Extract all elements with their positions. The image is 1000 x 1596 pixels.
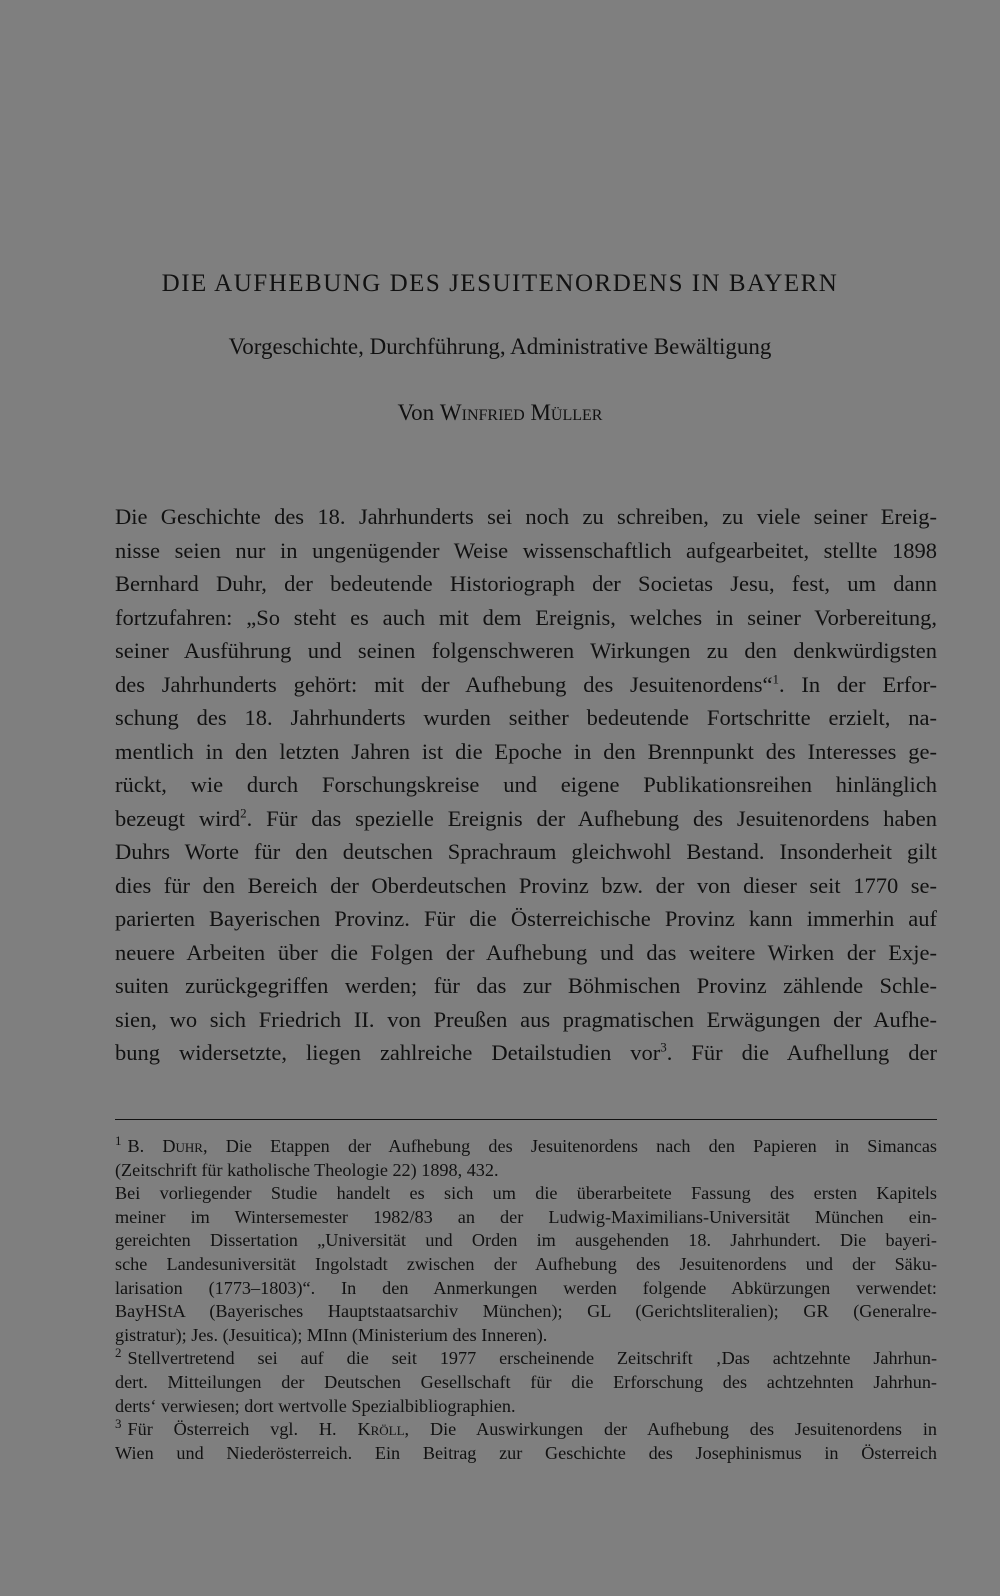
article-subtitle: Vorgeschichte, Durchführung, Administrative Bewältigung <box>228 334 772 359</box>
footnote-line: larisation (1773–1803)“. In den Anmerkungen werden folgende Abkürzungen verwendet: <box>115 1277 937 1298</box>
byline-prefix: Von <box>397 400 440 425</box>
body-line: parierten Bayerischen Provinz. Für die Österreichische Provinz kann immerhin auf <box>115 906 937 931</box>
footnote-text: Stellvertretend sei auf die seit 1977 erscheinende Zeitschrift ‚Das achtzehnte Jahrhun- <box>127 1348 937 1369</box>
footnote-line: dert. Mitteilungen der Deutschen Gesellschaft für die Erforschung des achtzehnten Jahrhun- <box>115 1371 937 1392</box>
footnote-author: H. Kröll <box>318 1419 405 1440</box>
body-line: mentlich in den letzten Jahren ist die Epoche in den Brennpunkt des Interesses ge- <box>115 738 937 764</box>
body-line-text: . In der Erfor- <box>778 671 937 697</box>
footnote-line: meiner im Wintersemester 1982/83 an der Ludwig-Maximilians-Universität München ein- <box>115 1206 937 1227</box>
footnote-number: 1 <box>115 1132 122 1148</box>
body-line-text: . <box>666 1040 692 1065</box>
footnote-number: 2 <box>115 1345 122 1361</box>
body-line: Die Geschichte des 18. Jahrhunderts sei noch zu schreiben, zu viele seiner Ereig- <box>115 504 937 529</box>
body-line-text: Für die Aufhellung der <box>691 1040 937 1065</box>
footnote-line: (Zeitschrift für katholische Theologie 22) 1898, 432. <box>115 1159 499 1180</box>
footnote-line: Bei vorliegender Studie handelt es sich um die überarbeitete Fassung des ersten Kapitels <box>115 1183 937 1204</box>
body-line: sien, wo sich Friedrich II. von Preußen aus pragmatischen Erwägungen der Aufhe- <box>115 1006 937 1032</box>
footnote-line: BayHStA (Bayerisches Hauptstaatsarchiv München); GL (Gerichtsliteralien); GR (Generalre- <box>115 1301 937 1322</box>
footnote-line: sche Landesuniversität Ingolstadt zwischen der Aufhebung des Jesuitenordens und der Säku- <box>115 1253 937 1274</box>
byline <box>0 400 1000 426</box>
footnote-line <box>115 1347 937 1371</box>
body-text <box>115 500 937 1070</box>
body-line: suiten zurückgegriffen werden; für das zur Böhmischen Provinz zählende Schle- <box>115 973 937 998</box>
footnote-text: , Die Auswirkungen der Aufhebung des Jesuitenordens in <box>404 1419 937 1440</box>
body-line: nisse seien nur in ungenügender Weise wissenschaftlich aufgearbeitet, stellte 1898 <box>115 537 937 563</box>
body-line <box>115 802 937 836</box>
footnote-ref: 2 <box>240 805 247 820</box>
article-title: DIE AUFHEBUNG DES JESUITENORDENS IN BAYERN <box>161 270 839 297</box>
footnote-line <box>115 1132 937 1159</box>
footnote-line: gistratur); Jes. (Jesuitica); MInn (Ministerium des Inneren). <box>115 1324 548 1345</box>
body-line-text: . Für das spezielle Ereignis der Aufhebung des Jesuitenordens haben <box>246 805 937 831</box>
body-line-text: bezeugt wird <box>115 805 241 831</box>
footnote-line: gereichten Dissertation „Universität und Orden im ausgehenden 18. Jahrhundert. Die bayeri- <box>115 1230 937 1251</box>
body-line: dies für den Bereich der Oberdeutschen Provinz bzw. der von dieser seit 1770 se- <box>115 872 937 898</box>
footnotes <box>115 1132 937 1465</box>
body-line-text: des Jahrhunderts gehört: mit der Aufhebung des Jesuitenordens“ <box>115 671 773 697</box>
footnote-author: B. Duhr <box>127 1136 203 1156</box>
body-line: seiner Ausführung und seinen folgenschweren Wirkungen zu den denkwürdigsten <box>115 638 937 663</box>
body-line: neuere Arbeiten über die Folgen der Aufhebung und das weitere Wirken der Exje- <box>115 939 937 965</box>
footnote-ref: 3 <box>660 1039 667 1055</box>
footnote-number: 3 <box>115 1416 122 1432</box>
body-line-text: bung widersetzte, liegen zahlreiche Detailstudien vor <box>115 1040 661 1065</box>
footnote-separator <box>115 1119 937 1120</box>
footnote-text: Für Österreich vgl. <box>127 1419 319 1440</box>
footnote-1 <box>115 1132 937 1347</box>
footnote-text: , Die Etappen der Aufhebung des Jesuitenordens nach den Papieren in Simancas <box>202 1136 937 1156</box>
body-line <box>115 1036 937 1070</box>
footnote-line <box>115 1418 937 1442</box>
body-line: rückt, wie durch Forschungskreise und eigene Publikationsreihen hinlänglich <box>115 772 937 797</box>
author-name: Winfried Müller <box>439 400 603 425</box>
body-line: fortzufahren: „So steht es auch mit dem Ereignis, welches in seiner Vorbereitung, <box>115 604 937 630</box>
footnote-line: derts‘ verwiesen; dort wertvolle Spezialbibliographien. <box>115 1395 516 1416</box>
body-line: Bernhard Duhr, der bedeutende Historiograph der Societas Jesu, fest, um dann <box>115 571 937 596</box>
footnote-2 <box>115 1347 937 1418</box>
footnote-line: Wien und Niederösterreich. Ein Beitrag zur Geschichte des Josephinismus in Österreich <box>115 1442 937 1463</box>
footnote-ref: 1 <box>772 671 779 686</box>
body-line: schung des 18. Jahrhunderts wurden seither bedeutende Fortschritte erzielt, na- <box>115 705 937 730</box>
body-line: Duhrs Worte für den deutschen Sprachraum gleichwohl Bestand. Insonderheit gilt <box>115 839 937 864</box>
body-line <box>115 668 937 702</box>
footnote-3 <box>115 1418 937 1465</box>
